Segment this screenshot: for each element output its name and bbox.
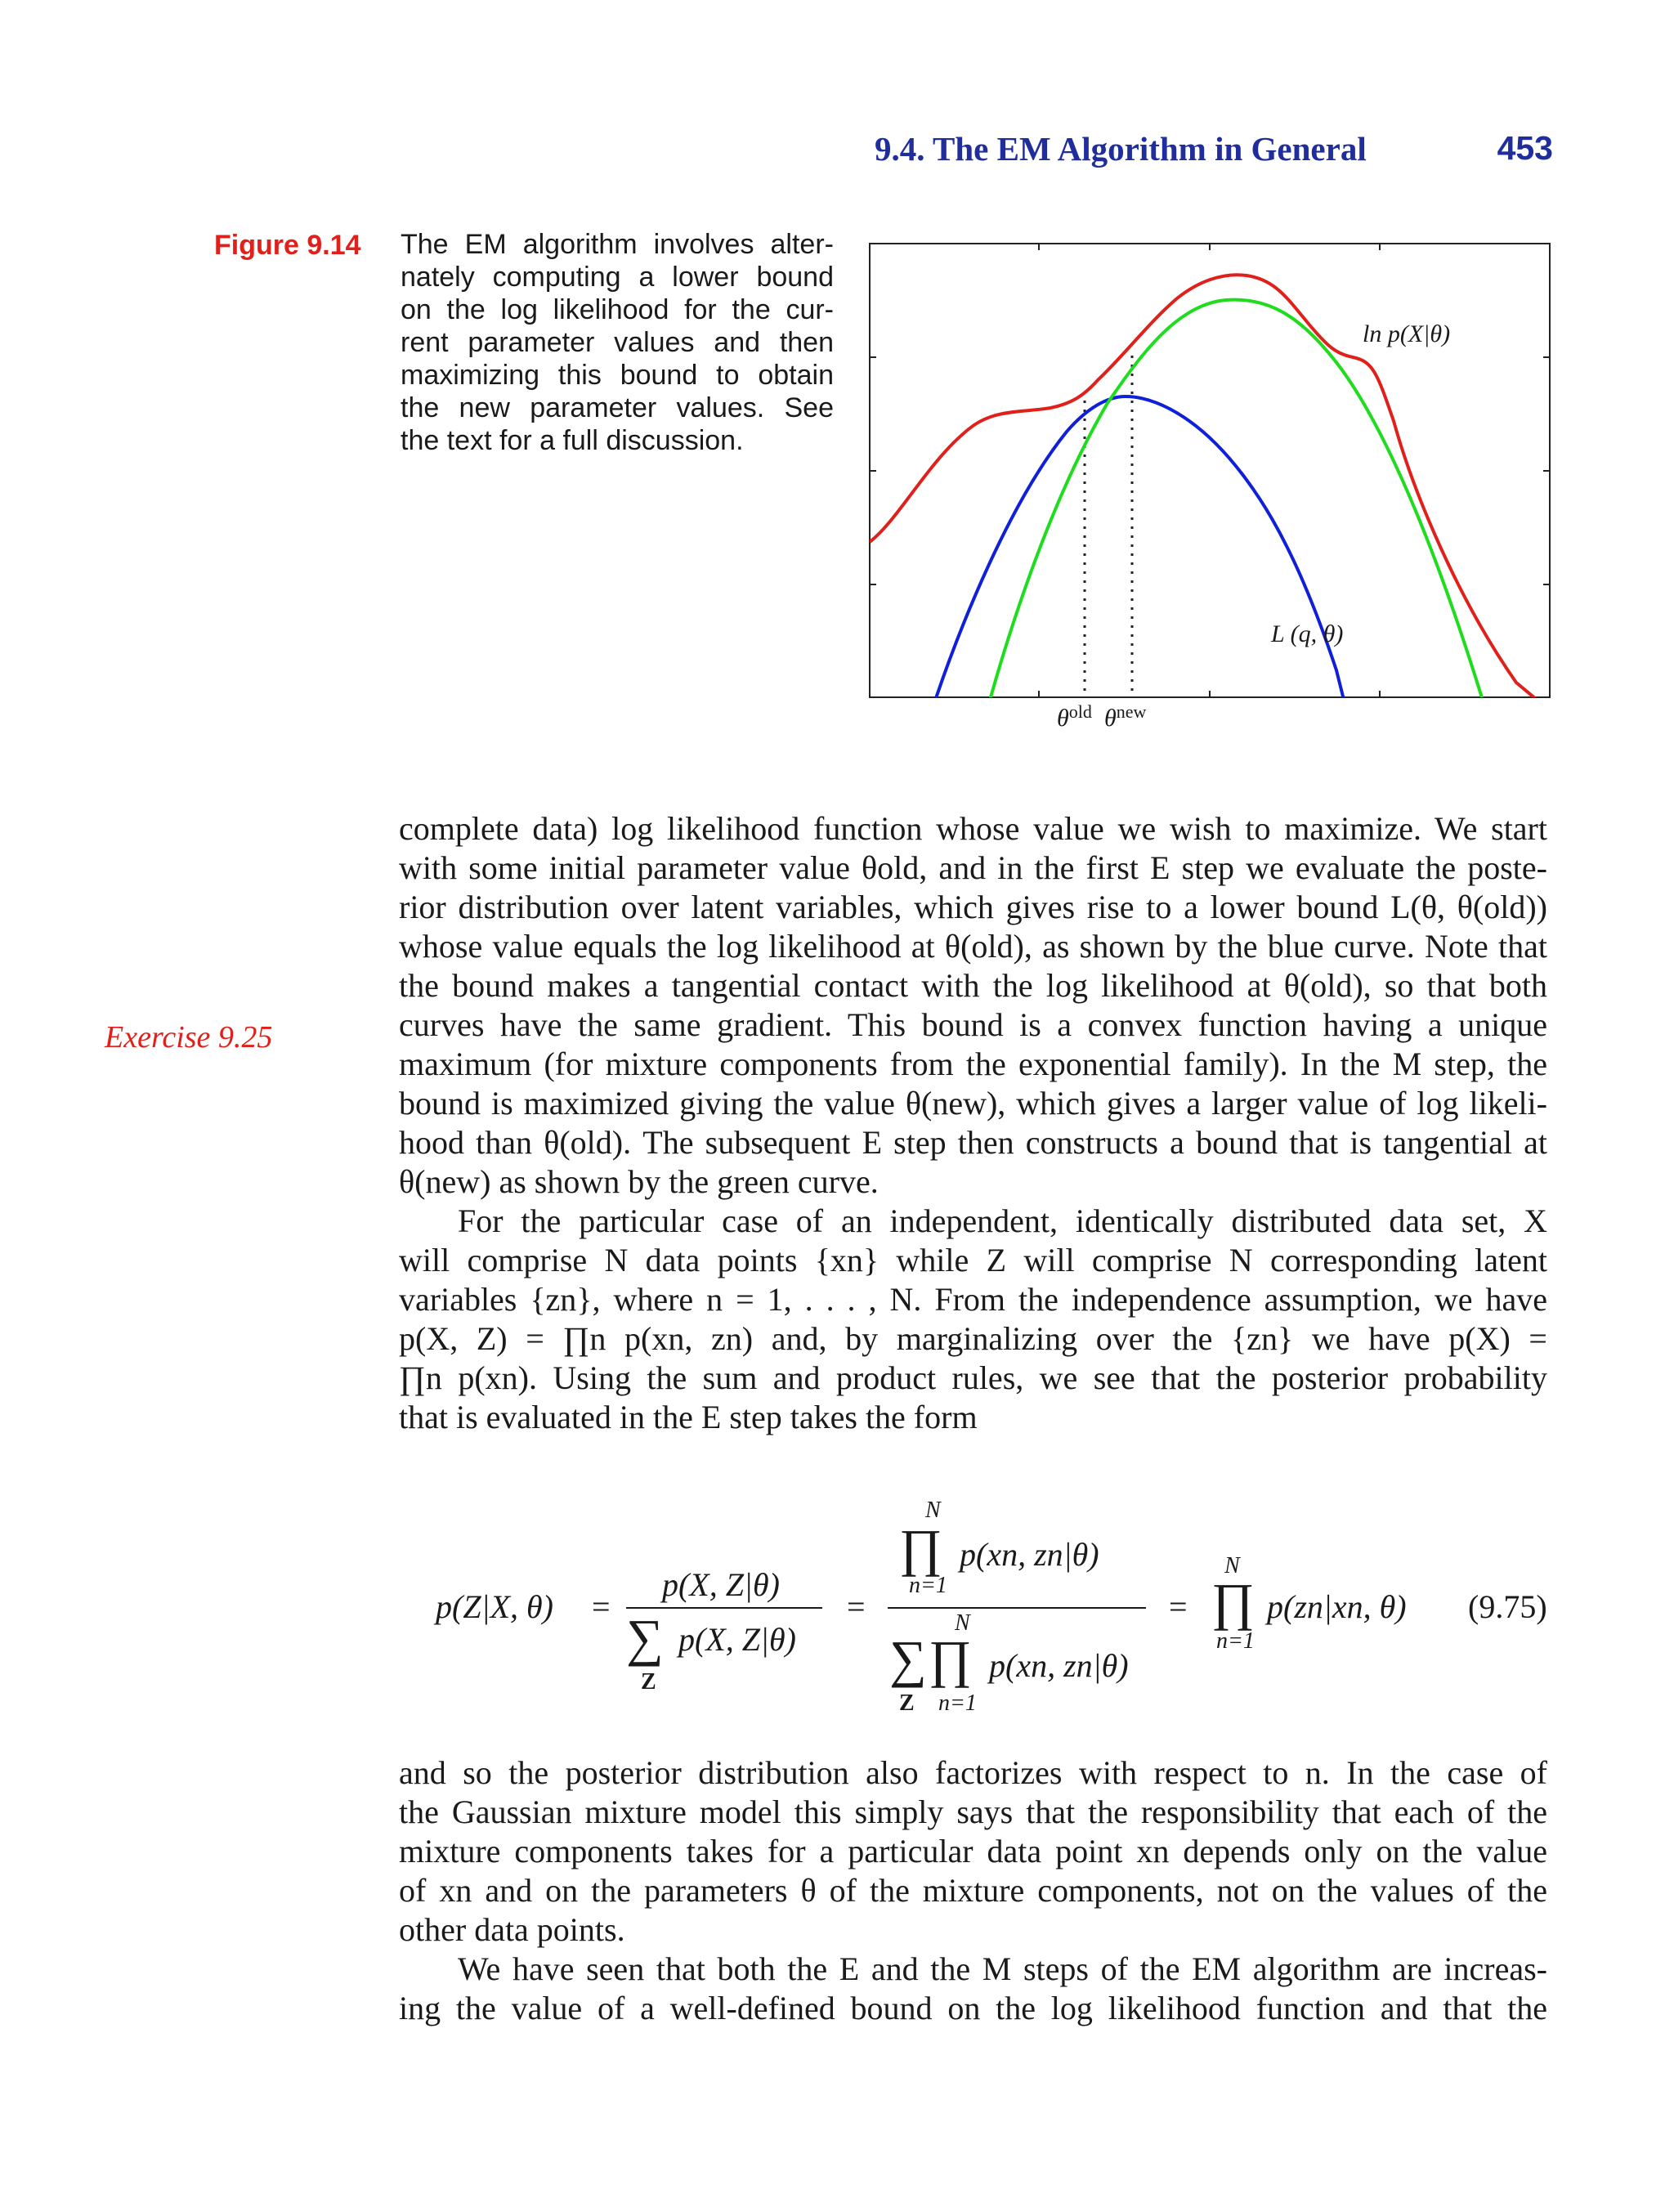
product-symbol: ∏ bbox=[1211, 1573, 1255, 1631]
text-line: with some initial parameter value θold, and in the first E step we evaluate the poste- bbox=[399, 849, 1547, 886]
new-bound-curve bbox=[989, 300, 1484, 703]
log-likelihood-label: ln p(X|θ) bbox=[1363, 320, 1451, 347]
text-line: of xn and on the parameters θ of the mixture components, not on the values of the bbox=[399, 1872, 1547, 1909]
text-line: the Gaussian mixture model this simply says that the responsibility that each of the bbox=[399, 1793, 1547, 1830]
text-line: complete data) log likelihood function whose value we wish to maximize. We start bbox=[399, 810, 1547, 847]
prod-upper: N bbox=[1224, 1553, 1240, 1578]
caption-line: maximizing this bound to obtain bbox=[401, 360, 834, 391]
text-line: variables {zn}, where n = 1, . . . , N. From the independence assumption, we have bbox=[399, 1281, 1547, 1318]
eq-frac2-bar bbox=[888, 1607, 1146, 1609]
eq-lhs: p(Z|X, θ) bbox=[436, 1588, 553, 1625]
old-bound-curve bbox=[934, 396, 1345, 703]
equation-number: (9.75) bbox=[1468, 1588, 1547, 1625]
caption-line: the new parameter values. See bbox=[401, 392, 834, 423]
text-line: whose value equals the log likelihood at θ(old), as shown by the blue curve. Note that bbox=[399, 928, 1547, 965]
text-line: θ(new) as shown by the green curve. bbox=[399, 1163, 879, 1200]
eq-frac1-denominator: p(X, Z|θ) bbox=[678, 1621, 796, 1658]
text-line: curves have the same gradient. This bound is a convex function having a unique bbox=[399, 1006, 1547, 1043]
product-symbol: ∏ bbox=[929, 1630, 972, 1688]
svg-text:θold: $\theta^{old}$ bbox=[1057, 701, 1092, 732]
theta-new-label bbox=[1104, 701, 1147, 732]
paragraph-1 bbox=[399, 809, 1547, 1202]
prod-upper: N bbox=[955, 1610, 970, 1636]
eq-rhs: p(zn|xn, θ) bbox=[1267, 1588, 1407, 1625]
text-line: and so the posterior distribution also factorizes with respect to n. In the case of bbox=[399, 1754, 1547, 1791]
exercise-reference: Exercise 9.25 bbox=[105, 1020, 273, 1055]
page-number: 453 bbox=[1497, 129, 1553, 167]
caption-line: The EM algorithm involves alter- bbox=[401, 229, 834, 260]
caption-line: rent parameter values and then bbox=[401, 327, 834, 358]
prod-lower: n=1 bbox=[909, 1573, 947, 1598]
text-line: ing the value of a well-defined bound on the log likelihood function and that the bbox=[399, 1990, 1547, 2026]
text-line: We have seen that both the E and the M steps of the EM algorithm are increas- bbox=[458, 1950, 1547, 1987]
svg-text:θnew: $\theta^{new}$ bbox=[1104, 701, 1147, 732]
eq-equals: = bbox=[1169, 1588, 1188, 1625]
text-line: the bound makes a tangential contact with the log likelihood at θ(old), so that both bbox=[399, 967, 1547, 1004]
sum-symbol: ∑ bbox=[889, 1630, 927, 1688]
caption-line: on the log likelihood for the cur- bbox=[401, 294, 834, 325]
eq-frac2-denominator: p(xn, zn|θ) bbox=[989, 1647, 1129, 1684]
sum-symbol: ∑ bbox=[626, 1609, 664, 1667]
paragraph-3 bbox=[399, 1753, 1547, 1950]
caption-line: the text for a full discussion. bbox=[401, 425, 744, 456]
text-line: that is evaluated in the E step takes the form bbox=[399, 1399, 978, 1435]
running-head: 9.4. The EM Algorithm in General bbox=[875, 130, 1367, 168]
figure-caption bbox=[401, 228, 834, 457]
eq-equals: = bbox=[592, 1588, 611, 1625]
text-line: bound is maximized giving the value θ(new), which gives a larger value of log likeli- bbox=[399, 1085, 1547, 1122]
text-line: For the particular case of an independent, identically distributed data set, X bbox=[458, 1202, 1547, 1239]
prod-lower: n=1 bbox=[1216, 1628, 1255, 1654]
text-line: will comprise N data points {xn} while Z will comprise N corresponding latent bbox=[399, 1242, 1547, 1278]
paragraph-4 bbox=[399, 1950, 1547, 2028]
plot-frame bbox=[870, 244, 1550, 697]
text-line: ∏n p(xn). Using the sum and product rules, we see that the posterior probability bbox=[399, 1359, 1547, 1396]
lower-bound-label: L (q, θ) bbox=[1271, 620, 1344, 647]
product-symbol: ∏ bbox=[899, 1519, 942, 1577]
paragraph-2 bbox=[399, 1202, 1547, 1437]
sum-subscript: Z bbox=[641, 1669, 656, 1695]
text-line: rior distribution over latent variables, which gives rise to a lower bound L(θ, θ(old)) bbox=[399, 889, 1547, 925]
prod-upper: N bbox=[925, 1498, 941, 1523]
theta-old-label bbox=[1057, 701, 1092, 732]
eq-equals: = bbox=[847, 1588, 866, 1625]
figure-label: Figure 9.14 bbox=[214, 230, 361, 261]
prod-lower: n=1 bbox=[938, 1690, 977, 1716]
text-line: p(X, Z) = ∏n p(xn, zn) and, by marginalizing over the {zn} we have p(X) = bbox=[399, 1320, 1547, 1357]
text-line: mixture components takes for a particular data point xn depends only on the value bbox=[399, 1833, 1547, 1869]
em-figure bbox=[862, 233, 1557, 740]
caption-line: nately computing a lower bound bbox=[401, 262, 834, 293]
equation-9-75 bbox=[399, 1488, 1551, 1733]
axis-ticks bbox=[870, 244, 1550, 697]
eq-frac2-numerator: p(xn, zn|θ) bbox=[960, 1536, 1099, 1573]
text-line: other data points. bbox=[399, 1911, 625, 1948]
text-line: maximum (for mixture components from the exponential family). In the M step, the bbox=[399, 1046, 1547, 1082]
sum-subscript: Z bbox=[899, 1690, 915, 1716]
eq-frac1-numerator: p(X, Z|θ) bbox=[662, 1566, 780, 1603]
text-line: hood than θ(old). The subsequent E step then constructs a bound that is tangential at bbox=[399, 1124, 1547, 1161]
